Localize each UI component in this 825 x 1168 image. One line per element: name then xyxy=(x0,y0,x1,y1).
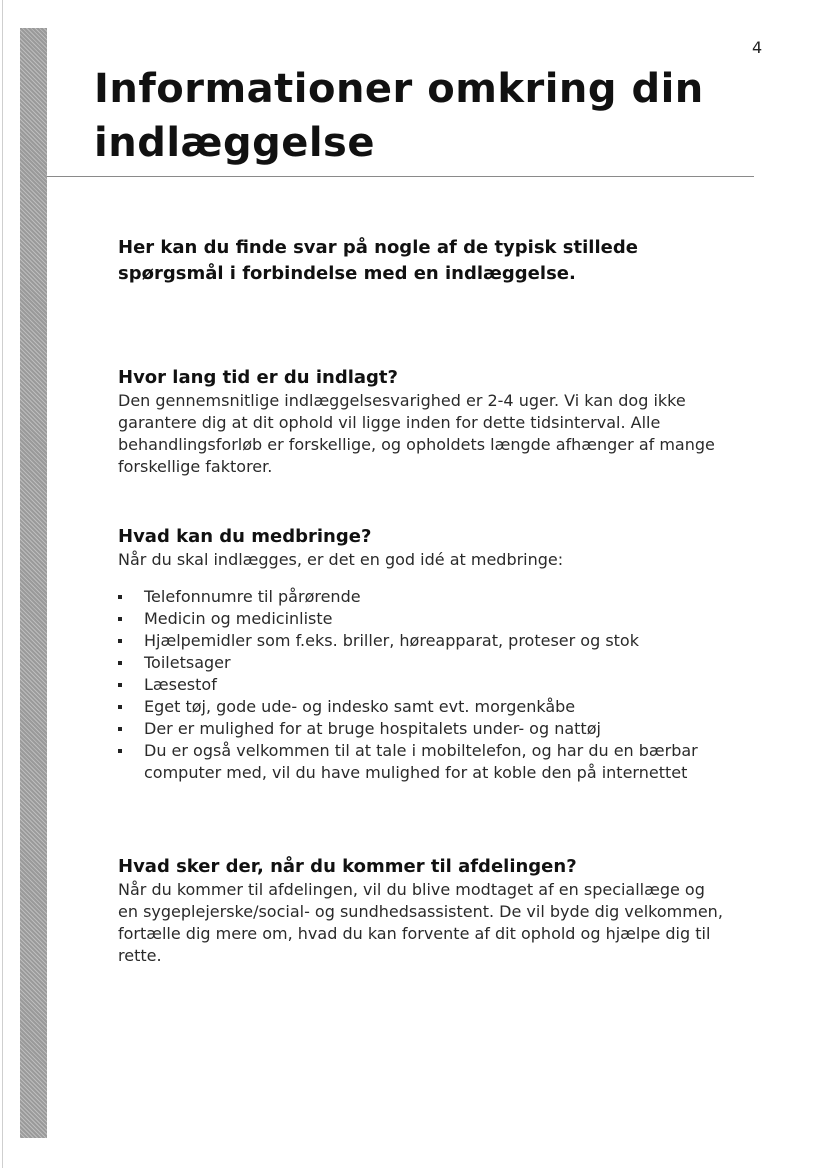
list-item: Du er også velkommen til at tale i mobiltelefon, og har du en bærbar computer med, vil du have mulighed for at koble den på internettet xyxy=(118,740,728,784)
bullet-icon xyxy=(118,727,122,731)
bullet-icon xyxy=(118,661,122,665)
bring-list xyxy=(118,586,728,784)
decorative-side-bar xyxy=(20,28,47,1138)
list-item: Toiletsager xyxy=(118,652,728,674)
bullet-icon xyxy=(118,639,122,643)
list-item: Medicin og medicinliste xyxy=(118,608,728,630)
list-item: Læsestof xyxy=(118,674,728,696)
section-heading: Hvor lang tid er du indlagt? xyxy=(118,367,398,388)
section-body: Når du skal indlægges, er det en god idé at medbringe: xyxy=(118,550,564,569)
page-title: Informationer omkring din indlæggelse xyxy=(94,66,704,166)
bullet-icon xyxy=(118,617,122,621)
bullet-icon xyxy=(118,683,122,687)
bullet-icon xyxy=(118,749,122,753)
bullet-icon xyxy=(118,705,122,709)
list-item: Hjælpemidler som f.eks. briller, høreapparat, proteser og stok xyxy=(118,630,728,652)
page-edge-line xyxy=(2,0,3,1168)
section-what-to-bring xyxy=(118,525,728,784)
section-body: Når du kommer til afdelingen, vil du blive modtaget af en speciallæge og en sygeplejerske/social- og sundhedsassistent. De vil byde dig velkommen, fortælle dig mere om, hvad du kan forvente af dit ophold og hjælpe dig til rette. xyxy=(118,880,723,965)
bullet-icon xyxy=(118,595,122,599)
page-number: 4 xyxy=(752,38,763,57)
section-duration xyxy=(118,366,728,478)
intro-text: Her kan du finde svar på nogle af de typisk stillede spørgsmål i forbindelse med en indlæggelse. xyxy=(118,237,638,284)
section-heading: Hvad kan du medbringe? xyxy=(118,526,372,547)
section-arrival xyxy=(118,855,728,967)
title-divider xyxy=(47,176,754,177)
list-item: Der er mulighed for at bruge hospitalets under- og nattøj xyxy=(118,718,728,740)
list-item: Telefonnumre til pårørende xyxy=(118,586,728,608)
list-item: Eget tøj, gode ude- og indesko samt evt. morgenkåbe xyxy=(118,696,728,718)
section-heading: Hvad sker der, når du kommer til afdelingen? xyxy=(118,856,577,877)
section-body: Den gennemsnitlige indlæggelsesvarighed er 2-4 uger. Vi kan dog ikke garantere dig at dit ophold vil ligge inden for dette tidsinterval. Alle behandlingsforløb er forskellige, og opholdets længde afhænger af mange forskellige faktorer. xyxy=(118,391,715,476)
